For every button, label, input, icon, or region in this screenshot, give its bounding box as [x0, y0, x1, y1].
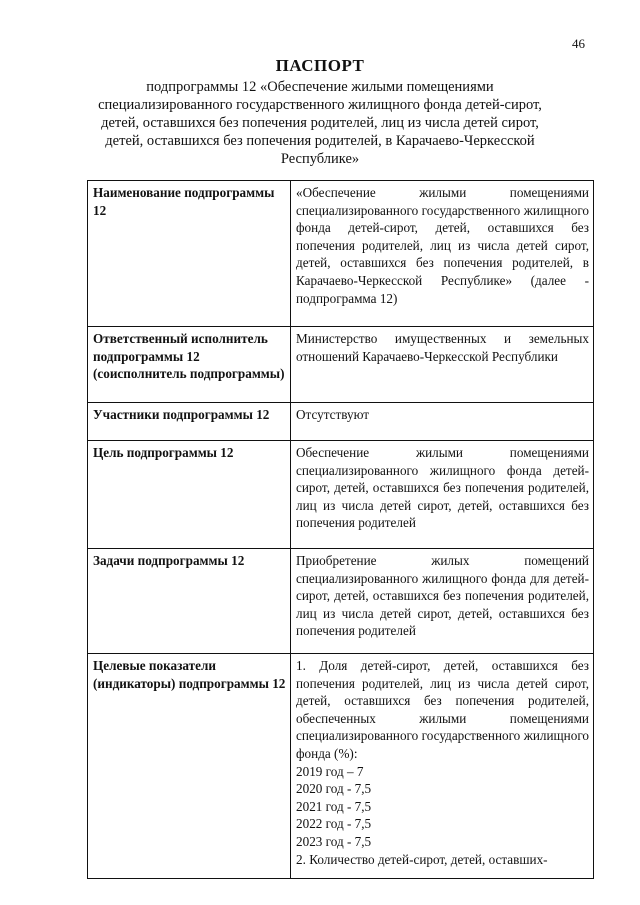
- indicator-cell: [291, 654, 594, 879]
- indicator-tail: 2. Количество детей-сирот, детей, оставших-: [296, 851, 548, 867]
- table-row: [88, 327, 594, 403]
- row-value: Приобретение жилых помещений специализированного жилищного фонда для детей-сирот, детей, оставшихся без попечения родителей, лиц из числа детей сирот, детей, оставшихся без попечения родителей: [291, 549, 594, 654]
- row-label: Задачи подпрограммы 12: [88, 549, 291, 654]
- row-label: Цель подпрограммы 12: [88, 441, 291, 549]
- row-label: Целевые показатели (индикаторы) подпрограммы 12: [88, 654, 291, 879]
- indicator-intro: 1. Доля детей-сирот, детей, оставшихся без попечения родителей, лиц из числа детей сирот, детей, оставшихся без попечения родителей, обеспеченных жилыми помещениями специализированного государственного жилищного фонда (%):: [296, 658, 589, 761]
- row-value: «Обеспечение жилыми помещениями специализированного государственного жилищного фонда детей-сирот, детей, оставшихся без попечения родителей, лиц из числа детей сирот, детей, оставшихся без попечения родителей, в Карачаево-Черкесской Республике» (далее - подпрограмма 12): [291, 181, 594, 327]
- indicator-year-value: 2023 год - 7,5: [296, 833, 372, 849]
- row-label: Наименование подпрограммы 12: [88, 181, 291, 327]
- row-label: Участники подпрограммы 12: [88, 403, 291, 441]
- passport-table: [87, 180, 594, 879]
- table-row: [88, 441, 594, 549]
- table-row: [88, 549, 594, 654]
- row-value: Отсутствуют: [291, 403, 594, 441]
- page-subtitle: подпрограммы 12 «Обеспечение жилыми помещениями специализированного государственного жилищного фонда детей-сирот, детей, оставшихся без попечения родителей, лиц из числа детей сирот, детей, оставшихся без попечения родителей, в Карачаево-Черкесской Республике»: [98, 79, 542, 167]
- indicator-year-value: 2022 год - 7,5: [296, 816, 372, 832]
- table-row: [88, 181, 594, 327]
- indicator-year-value: 2020 год - 7,5: [296, 781, 372, 797]
- indicator-year-value: 2019 год – 7: [296, 763, 364, 779]
- indicator-year-value: 2021 год - 7,5: [296, 798, 372, 814]
- table-row: [88, 654, 594, 879]
- row-value: Министерство имущественных и земельных отношений Карачаево-Черкесской Республики: [291, 327, 594, 403]
- row-value: Обеспечение жилыми помещениями специализированного жилищного фонда детей-сирот, детей, оставшихся без попечения родителей, лиц из числа детей сирот, детей, оставшихся без попечения родителей: [291, 441, 594, 549]
- page-title: ПАСПОРТ: [275, 56, 365, 75]
- page-number: 46: [572, 36, 585, 51]
- table-row: [88, 403, 594, 441]
- row-label: Ответственный исполнитель подпрограммы 12 (соисполнитель подпрограммы): [88, 327, 291, 403]
